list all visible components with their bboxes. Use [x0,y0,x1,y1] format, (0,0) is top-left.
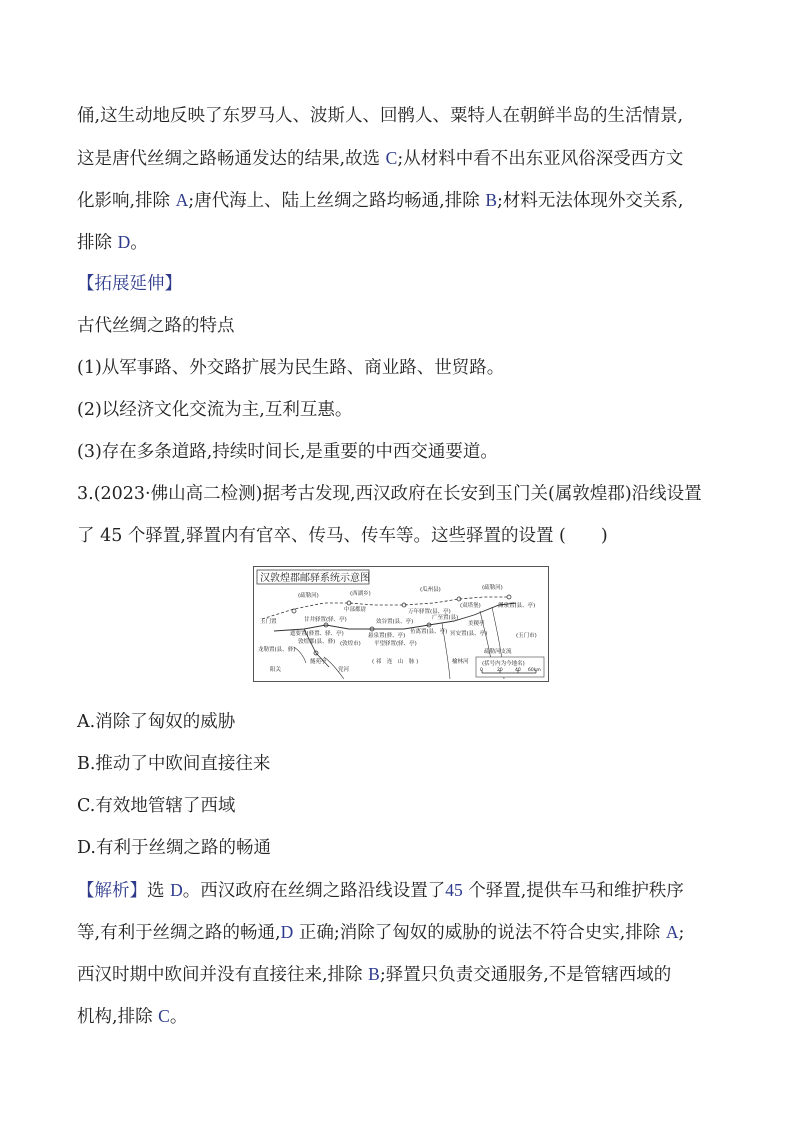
map-label: 悬泉置(驿、亭) [368,633,406,639]
text: ; [678,923,685,943]
analysis-line-2 [77,920,722,945]
number: 45 [445,880,463,900]
extension-point-3: (3)存在多条道路,持续时间长,是重要的中西交通要道。 [77,442,498,462]
map-label: 万年驿置(县、亭) [408,609,451,615]
extension-point-1: (1)从军事路、外交路扩展为民生路、商业路、世贸路。 [77,358,505,378]
map-label: 阳关 [270,667,282,673]
text: 。 [169,1007,188,1027]
text: ;唐代海上、陆上丝绸之路均畅通,排除 [188,191,486,211]
map-label: 疏勒河支流 [484,649,512,655]
scale-tick: 60km [528,668,541,673]
text: 俑,这生动地反映了东罗马人、波斯人、回鹘人、粟特人在朝鲜半岛的生活情景, [77,106,684,126]
option-b: B.推动了中欧间直接往来 [77,754,271,774]
analysis-continued-line-3 [77,188,722,213]
text: 排除 [77,233,118,253]
extension-subtitle: 古代丝绸之路的特点 [77,316,235,336]
question-3-line-2: 了 45 个驿置,驿置内有官卒、传马、传车等。这些驿置的设置 ( ) [77,526,608,546]
text: 西汉时期中欧间并没有直接往来,排除 [77,965,369,985]
map-label: (玉门市) [516,633,537,639]
map-label: 渊泉置(县、亭) [498,603,536,609]
map-label: (疏勒河) [482,585,503,591]
option-d: D.有利于丝绸之路的畅通 [77,838,271,858]
map-title: 汉敦煌郡邮驿系统示意图 [260,573,370,584]
option-letter: B [368,964,380,984]
analysis-continued-line-4 [77,230,722,255]
analysis-line-3 [77,962,722,987]
map-label: 广至置(县) [432,615,459,621]
map-label: 鱼离置(县、亭) [410,629,448,635]
text: 正确;消除了匈奴的威胁的说法不符合史实,排除 [293,923,666,943]
text: 。 [130,233,148,253]
option-letter: A [665,922,679,942]
answer-letter: C [385,148,398,168]
map-svg [254,567,548,681]
map-label: 榆林河 [452,659,469,665]
map-label: 中部都尉 [344,607,367,613]
text: 选 [147,881,171,901]
option-letter: D [117,232,131,252]
text: ;从材料中看不出东亚风俗深受西方文 [397,149,684,169]
dunhuang-postal-map [253,566,549,682]
option-letter: D [280,922,294,942]
analysis-line-1 [77,878,722,903]
scale-tick: 40 [515,668,521,673]
question-3-line-1: 3.(2023·佛山高二检测)据考古发现,西汉政府在长安到玉门关(属敦煌郡)沿线设置 [77,484,702,504]
option-a: A.消除了匈奴的威胁 [77,712,236,732]
map-label: 遮要置(驿置、驿、亭) [290,631,344,637]
text: 。西汉政府在丝绸之路沿线设置了 [182,881,446,901]
analysis-continued-line-1 [77,104,722,128]
map-label: 平望驿置(驿、亭) [374,641,417,647]
option-letter: C [158,1006,170,1026]
analysis-tag: 【解析】 [77,881,147,901]
text: 等,有利于丝绸之路的畅通, [77,923,281,943]
option-c: C.有效地管辖了西域 [77,796,236,816]
text: 个驿置,提供车马和维护秩序 [462,881,684,901]
option-letter: A [175,190,189,210]
analysis-continued-line-2 [77,146,722,171]
text: 这是唐代丝绸之路畅通发达的结果,故选 [77,149,386,169]
map-label: 甘井驿置(驿、亭) [304,617,347,623]
answer-letter: D [170,880,183,900]
scale-tick: 0 [480,668,483,673]
text: 机构,排除 [77,1007,159,1027]
scale-tick: 20 [497,668,503,673]
map-label: 玉门置 [260,619,277,625]
option-letter: B [485,190,497,210]
text: ;驿置只负责交通服务,不是管辖西域的 [379,965,672,985]
text: 化影响,排除 [77,191,176,211]
map-label: (西湖乡) [350,591,371,597]
extension-point-2: (2)以经济文化交流为主,互利互惠。 [77,400,353,420]
map-label: (敦煌市) [340,641,361,647]
map-label: ( 祁 连 山 脉 ) [372,659,419,665]
map-label: 龙勒置(县、驿) [258,647,296,653]
extension-heading: 【拓展延伸】 [77,274,182,294]
map-label: (瓜州县) [420,587,441,593]
analysis-line-4 [77,1004,722,1029]
map-label: 冥安置(县、亭) [450,631,488,637]
map-label: 美稷亭 [468,621,485,627]
map-label: 燧苑亭 [310,659,327,665]
map-label: 党河 [338,667,350,673]
map-label: (双塔堡) [460,603,481,609]
map-label: (疏勒河) [298,593,319,599]
map-label: 效谷置(县、亭) [376,619,414,625]
map-label: 敦煌郡(县、驿) [298,639,336,645]
map-legend: (括号内为今地名) [482,661,525,667]
text: ;材料无法体现外交关系, [497,191,684,211]
